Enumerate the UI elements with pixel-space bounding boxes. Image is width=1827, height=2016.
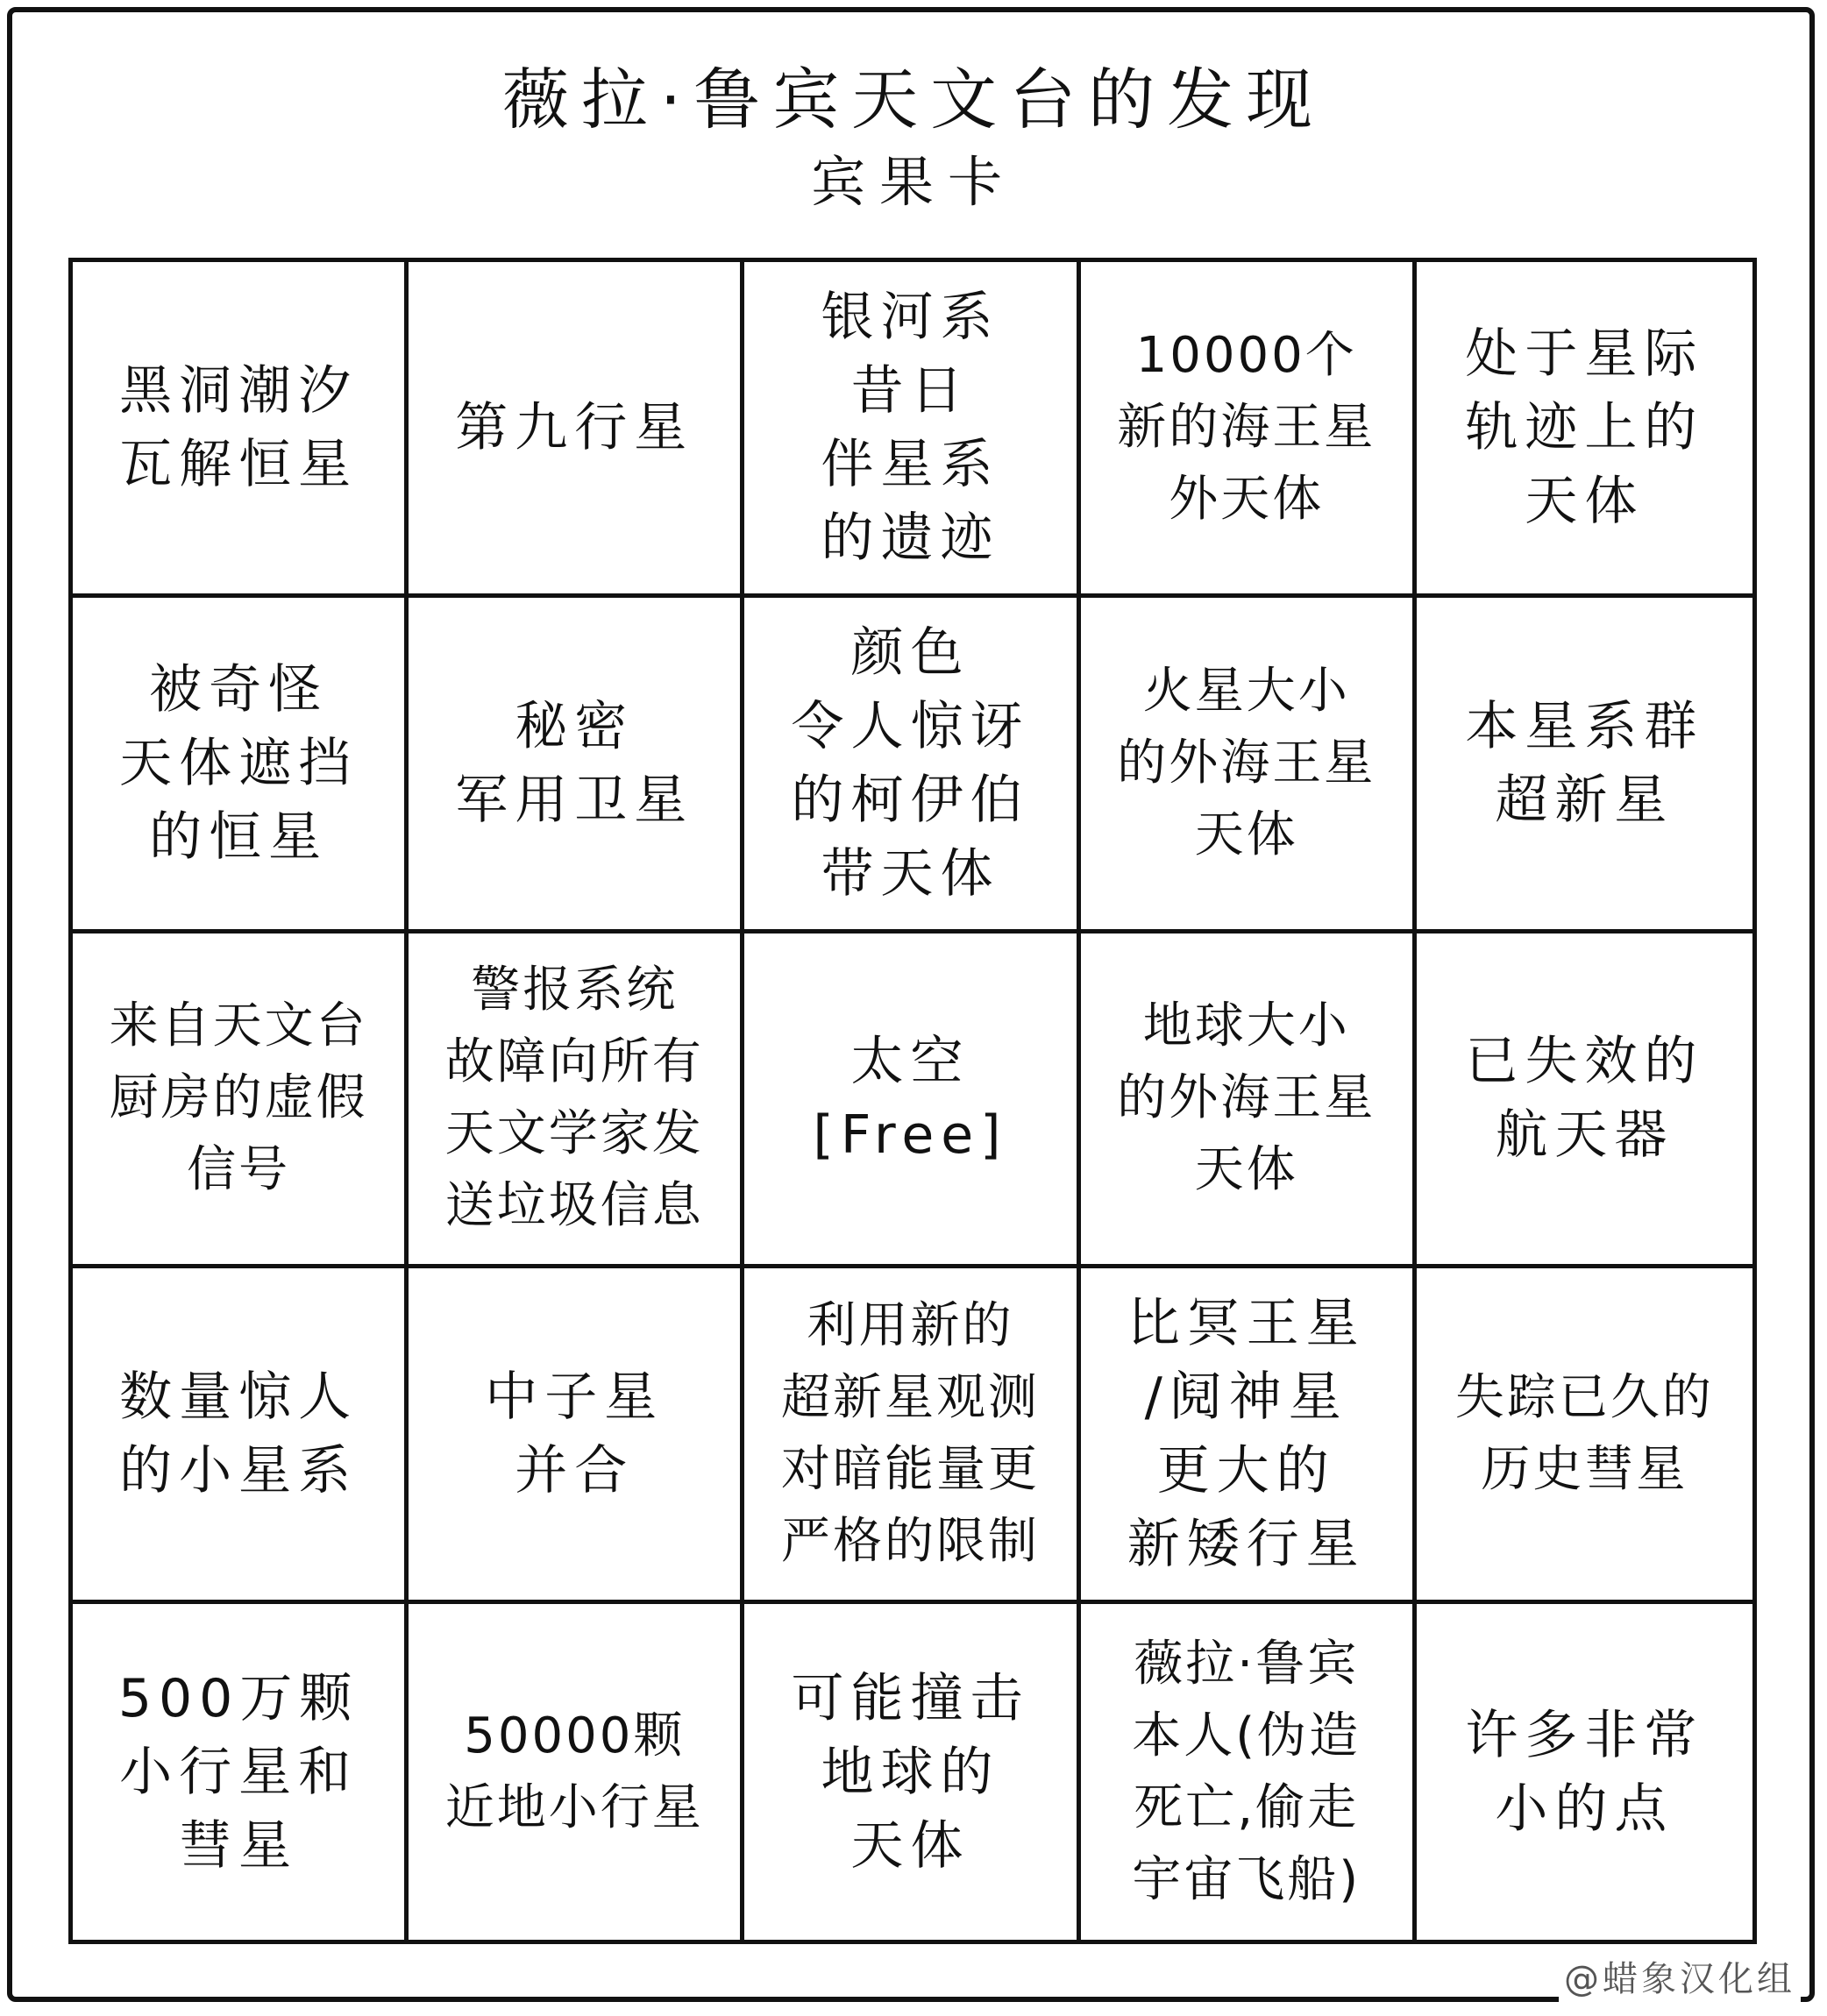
bingo-cell <box>73 933 409 1269</box>
bingo-cell-text: 比冥王星 /阋神星 更大的 新矮行星 <box>1127 1293 1366 1576</box>
bingo-cell-text: 本星系群 超新星 <box>1465 695 1704 831</box>
bingo-cell-text: 失踪已久的 历史彗星 <box>1454 1369 1714 1499</box>
bingo-cell <box>1081 1268 1417 1604</box>
bingo-cell <box>409 1604 744 1940</box>
translator-credit: @蜡象汉化组 <box>1559 1956 1801 2002</box>
bingo-cell <box>744 1268 1080 1604</box>
bingo-cell <box>73 1604 409 1940</box>
bingo-cell <box>1081 262 1417 598</box>
bingo-cell <box>1417 262 1752 598</box>
page-title: 薇拉·鲁宾天文台的发现 <box>501 60 1326 138</box>
bingo-cell-text: 500万颗 小行星和 彗星 <box>117 1667 359 1877</box>
bingo-cell <box>409 933 744 1269</box>
bingo-cell-free <box>744 933 1080 1269</box>
bingo-cell <box>409 262 744 598</box>
bingo-cell-text: 太空 [Free] <box>813 1031 1008 1167</box>
bingo-cell <box>744 1604 1080 1940</box>
bingo-cell <box>1417 1604 1752 1940</box>
bingo-cell-text: 10000个 新的海王星 外天体 <box>1117 326 1376 528</box>
bingo-cell <box>73 1268 409 1604</box>
bingo-cell-text: 利用新的 超新星观测 对暗能量更 严格的限制 <box>780 1297 1040 1571</box>
bingo-cell-text: 可能撞击 地球的 天体 <box>791 1667 1030 1877</box>
bingo-cell-text: 火星大小 的外海王星 天体 <box>1117 662 1376 863</box>
bingo-cell <box>1417 1268 1752 1604</box>
bingo-cell-text: 许多非常 小的点 <box>1465 1704 1704 1840</box>
bingo-cell-text: 银河系 昔日 伴星系 的遗迹 <box>821 286 1000 569</box>
bingo-cell-text: 被奇怪 天体遮挡 的恒星 <box>119 658 359 868</box>
bingo-cell <box>409 598 744 933</box>
bingo-cell <box>1081 933 1417 1269</box>
bingo-cell-text: 已失效的 航天器 <box>1465 1031 1704 1167</box>
bingo-cell-text: 数量惊人 的小星系 <box>119 1366 359 1502</box>
bingo-cell-text: 地球大小 的外海王星 天体 <box>1117 997 1376 1199</box>
bingo-cell <box>744 598 1080 933</box>
bingo-cell-text: 来自天文台 厨房的虚假 信号 <box>109 997 368 1199</box>
bingo-cell <box>1417 598 1752 933</box>
bingo-cell <box>73 262 409 598</box>
bingo-cell-text: 第九行星 <box>455 396 694 458</box>
bingo-cell-text: 中子星 并合 <box>485 1366 665 1502</box>
bingo-cell-text: 处于星际 轨迹上的 天体 <box>1465 323 1704 532</box>
bingo-cell <box>1417 933 1752 1269</box>
bingo-cell <box>409 1268 744 1604</box>
bingo-cell-text: 黑洞潮汐 瓦解恒星 <box>119 359 359 495</box>
bingo-cell <box>73 598 409 933</box>
page-subtitle: 宾果卡 <box>810 150 1016 214</box>
bingo-cell-text: 薇拉·鲁宾 本人(伪造 死亡,偷走 宇宙飞船) <box>1132 1635 1361 1908</box>
bingo-cell-text: 秘密 军用卫星 <box>455 695 694 831</box>
bingo-cell <box>1081 1604 1417 1940</box>
bingo-grid <box>68 258 1757 1944</box>
bingo-cell-text: 50000颗 近地小行星 <box>444 1707 704 1836</box>
bingo-cell-text: 颜色 令人惊讶 的柯伊伯 带天体 <box>791 621 1030 905</box>
bingo-cell-text: 警报系统 故障向所有 天文学家发 送垃圾信息 <box>444 962 704 1235</box>
bingo-cell <box>1081 598 1417 933</box>
bingo-cell <box>744 262 1080 598</box>
